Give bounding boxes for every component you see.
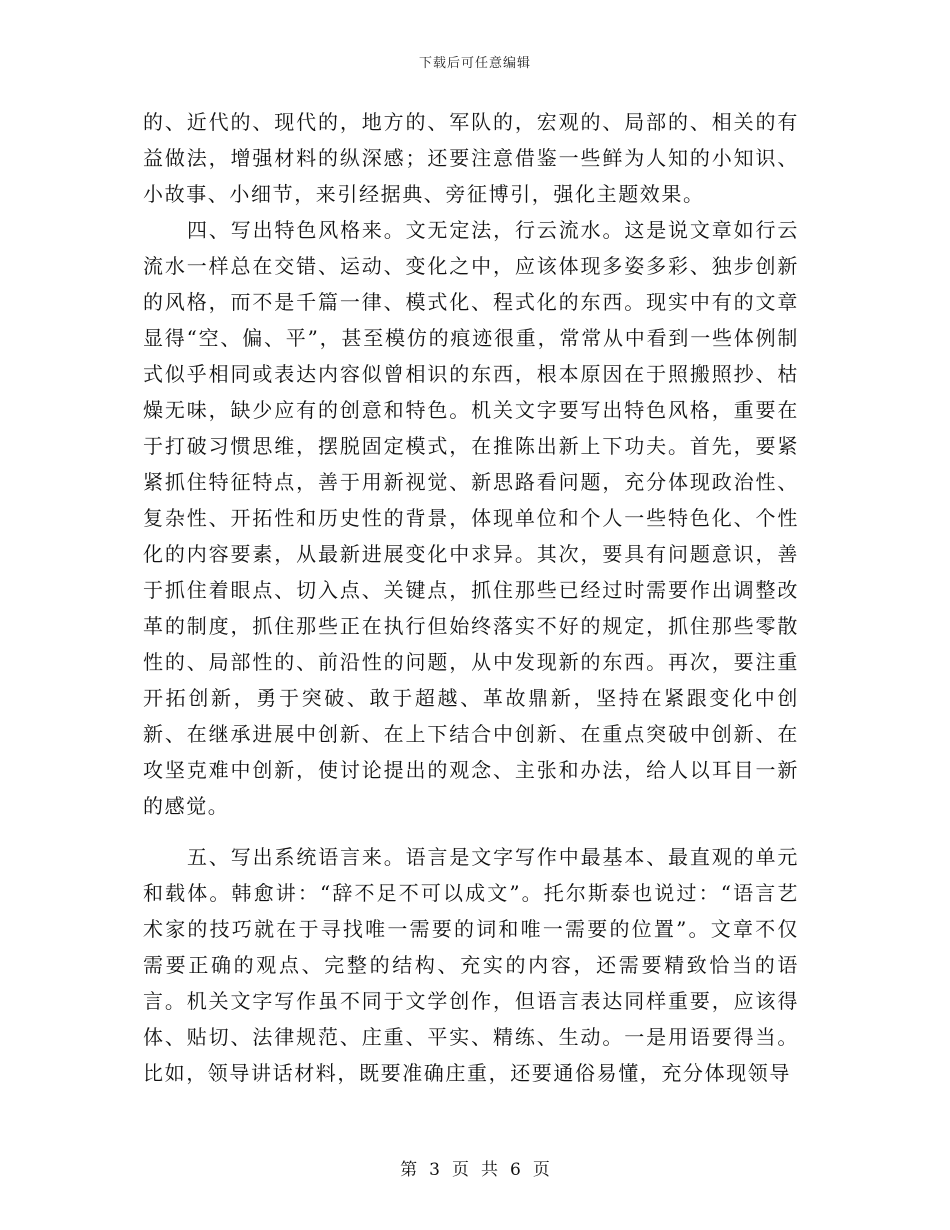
footer-suffix: 页 [532, 1160, 550, 1180]
paragraph-section-five: 五、写出系统语言来。语言是文字写作中最基本、最直观的单元和载体。韩愈讲：“辞不足不可以成文”。托尔斯泰也说过：“语言艺术家的技巧就在于寻找唯一需要的词和唯一需要的位置”。文章不仅需要正确的观点、完整的结构、充实的内容，还需要精致恰当的语言。机关文字写作虽不同于文学创作，但语言表达同样重要，应该得体、贴切、法律规范、庄重、平实、精练、生动。一是用语要得当。比如，领导讲话材料，既要准确庄重，还要通俗易懂，充分体现领导 [143, 845, 799, 1085]
footer-total-pages: 6 [510, 1160, 521, 1180]
footer-of-word: 共 [481, 1160, 498, 1180]
footer-page-word: 页 [452, 1160, 469, 1180]
document-body [143, 104, 799, 1091]
footer-current-page: 3 [429, 1160, 440, 1180]
paragraph-continuation: 的、近代的、现代的，地方的、军队的，宏观的、局部的、相关的有益做法，增强材料的纵深感；还要注意借鉴一些鲜为人知的小知识、小故事、小细节，来引经据典、旁征博引，强化主题效果。 [143, 110, 799, 206]
page-header: 下载后可任意编辑 [418, 56, 531, 71]
page-footer [0, 1155, 950, 1180]
footer-prefix: 第 [400, 1160, 418, 1180]
paragraph-section-four: 四、写出特色风格来。文无定法，行云流水。这是说文章如行云流水一样总在交错、运动、变化之中，应该体现多姿多彩、独步创新的风格，而不是千篇一律、模式化、程式化的东西。现实中有的文章显得“空、偏、平”，甚至模仿的痕迹很重，常常从中看到一些体例制式似乎相同或表达内容似曾相识的东西，根本原因在于照搬照抄、枯燥无味，缺少应有的创意和特色。机关文字要写出特色风格，重要在于打破习惯思维，摆脱固定模式，在推陈出新上下功夫。首先，要紧紧抓住特征特点，善于用新视觉、新思路看问题，充分体现政治性、复杂性、开拓性和历史性的背景，体现单位和个人一些特色化、个性化的内容要素，从最新进展变化中求异。其次，要具有问题意识，善于抓住着眼点、切入点、关键点，抓住那些已经过时需要作出调整改革的制度，抓住那些正在执行但始终落实不好的规定，抓住那些零散性的、局部性的、前沿性的问题，从中发现新的东西。再次，要注重开拓创新，勇于突破、敢于超越、革故鼎新，坚持在紧跟变化中创新、在继承进展中创新、在上下结合中创新、在重点突破中创新、在攻坚克难中创新，使讨论提出的观念、主张和办法，给人以耳目一新的感觉。 [143, 218, 799, 818]
